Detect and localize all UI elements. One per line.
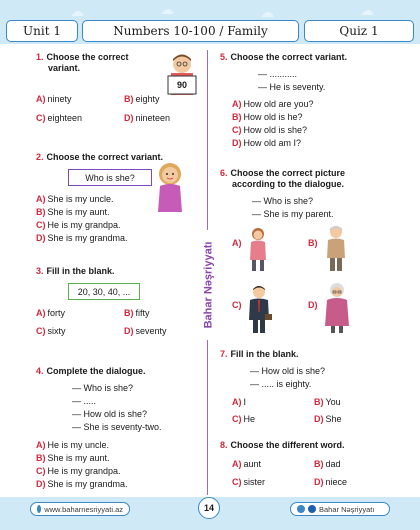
q3-option-a[interactable]: A) forty [36, 308, 66, 318]
q4-option-b[interactable]: B) She is my aunt. [36, 453, 110, 463]
cloud-decoration: ☁ [360, 2, 374, 18]
q5-option-a[interactable]: A) How old are you? [232, 99, 314, 109]
q3-option-d[interactable]: D) seventy [124, 326, 167, 336]
q2-option-c[interactable]: C) He is my grandpa. [36, 220, 121, 230]
social-icons [297, 505, 305, 513]
q2-option-a[interactable]: A) She is my uncle. [36, 194, 114, 204]
question-1: 1. Choose the correct [36, 52, 129, 62]
dialogue-line: — ........... [258, 69, 298, 79]
q8-option-d[interactable]: D) niece [314, 477, 348, 487]
dialogue-line: — ..... [72, 396, 97, 406]
q7-option-b[interactable]: B) You [314, 397, 341, 407]
q4-option-c[interactable]: C) He is my grandpa. [36, 466, 121, 476]
page-number: 14 [198, 497, 220, 519]
q1-option-a[interactable]: A) ninety [36, 94, 72, 104]
q6-option-c[interactable]: C) [232, 300, 242, 310]
website-link[interactable]: www.baharnesriyyati.az [30, 502, 130, 516]
unit-label: Unit 1 [6, 20, 78, 42]
q4-option-d[interactable]: D) She is my grandma. [36, 479, 128, 489]
cloud-decoration: ☁ [70, 3, 84, 19]
q1-option-c[interactable]: C) eighteen [36, 113, 83, 123]
q2-option-d[interactable]: D) She is my grandma. [36, 233, 128, 243]
dialogue-line: — He is seventy. [258, 82, 326, 92]
question-3-box: 20, 30, 40, ... [68, 283, 140, 300]
question-6-line2: according to the dialogue. [232, 179, 345, 189]
young-woman-picture[interactable] [245, 226, 271, 272]
q6-option-b[interactable]: B) [308, 238, 318, 248]
question-3: 3. Fill in the blank. [36, 266, 115, 276]
q2-option-b[interactable]: B) She is my aunt. [36, 207, 110, 217]
dialogue-line: — She is seventy-two. [72, 422, 162, 432]
q5-option-d[interactable]: D) How old am I? [232, 138, 302, 148]
number-card: 90 [176, 80, 187, 90]
boy-holding-card-illustration [160, 52, 204, 102]
quiz-label: Quiz 1 [304, 20, 414, 42]
dialogue-line: — Who is she? [72, 383, 134, 393]
q3-option-b[interactable]: B) fifty [124, 308, 150, 318]
page-title: Numbers 10-100 / Family [82, 20, 299, 42]
q3-option-c[interactable]: C) sixty [36, 326, 66, 336]
question-6: 6. Choose the correct picture [220, 168, 346, 178]
dialogue-line: — She is my parent. [252, 209, 334, 219]
question-7: 7. Fill in the blank. [220, 349, 299, 359]
q6-option-d[interactable]: D) [308, 300, 318, 310]
question-4: 4. Complete the dialogue. [36, 366, 146, 376]
cloud-decoration: ☁ [260, 4, 274, 20]
dialogue-line: — How old is she? [250, 366, 326, 376]
woman-illustration [148, 162, 192, 214]
q7-option-c[interactable]: C) He [232, 414, 256, 424]
dialogue-line: — ..... is eighty. [250, 379, 312, 389]
q8-option-a[interactable]: A) aunt [232, 459, 262, 469]
question-1-line2: variant. [48, 63, 81, 73]
businessman-picture[interactable] [245, 284, 273, 334]
q7-option-a[interactable]: A) I [232, 397, 247, 407]
social-icons [308, 505, 316, 513]
dialogue-line: — Who is she? [252, 196, 314, 206]
question-2: 2. Choose the correct variant. [36, 152, 164, 162]
q1-option-b[interactable]: B) eighty [124, 94, 160, 104]
q8-option-c[interactable]: C) sister [232, 477, 266, 487]
publisher-label: Bahar Nəşriyyatı [290, 502, 390, 516]
question-5: 5. Choose the correct variant. [220, 52, 348, 62]
q8-option-b[interactable]: B) dad [314, 459, 341, 469]
grandma-picture[interactable] [322, 282, 352, 334]
q7-option-d[interactable]: D) She [314, 414, 342, 424]
dialogue-line: — How old is she? [72, 409, 148, 419]
q5-option-c[interactable]: C) How old is she? [232, 125, 308, 135]
q1-option-d[interactable]: D) nineteen [124, 113, 171, 123]
q5-option-b[interactable]: B) How old is he? [232, 112, 303, 122]
grandpa-picture[interactable] [322, 224, 350, 272]
q6-option-a[interactable]: A) [232, 238, 242, 248]
question-2-box: Who is she? [68, 169, 152, 186]
brand-vertical: Bahar Nəşriyyatı [200, 230, 216, 340]
question-8: 8. Choose the different word. [220, 440, 345, 450]
cloud-decoration: ☁ [160, 1, 174, 17]
q4-option-a[interactable]: A) He is my uncle. [36, 440, 110, 450]
globe-icon [37, 505, 41, 513]
